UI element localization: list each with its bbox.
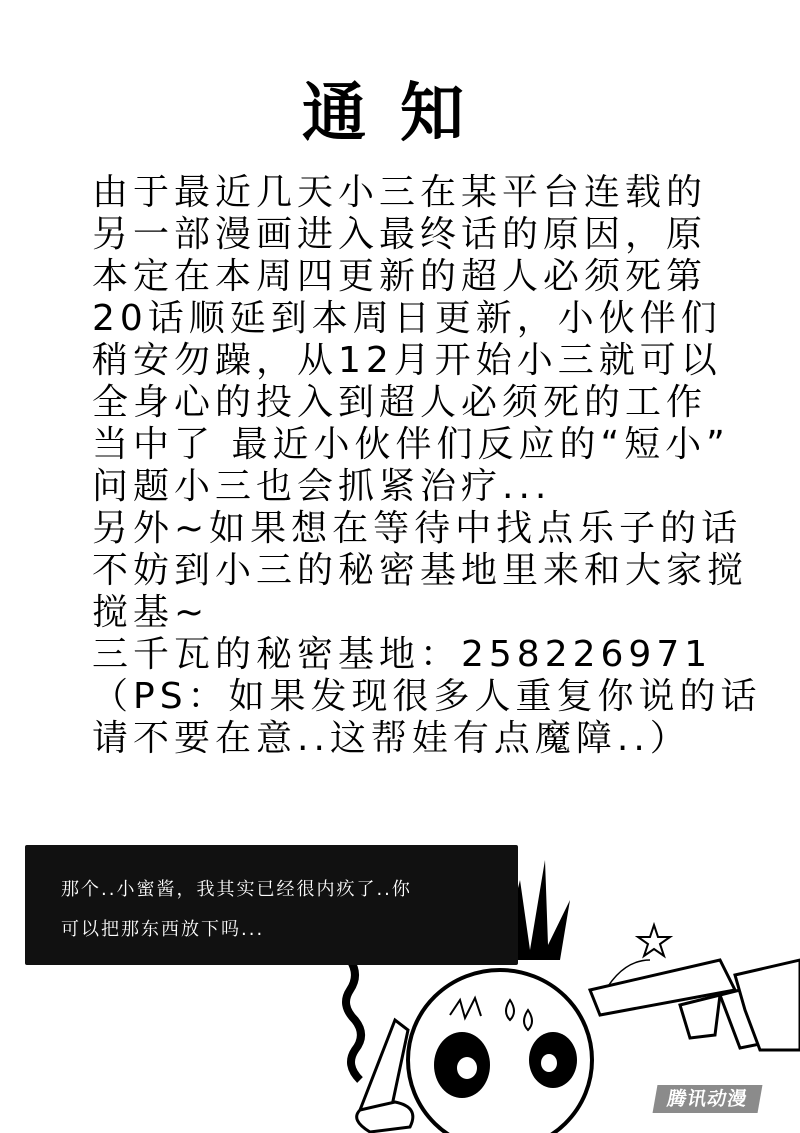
caption-line: 可以把那东西放下吗... <box>61 919 265 940</box>
sweat-squiggle <box>346 960 361 1080</box>
notice-line: 另一部漫画进入最终话的原因，原 <box>92 214 708 255</box>
notice-line: 不妨到小三的秘密基地里来和大家搅 <box>92 550 749 591</box>
notice-line: 全身心的投入到超人必须死的工作 <box>92 382 708 423</box>
notice-line: （PS：如果发现很多人重复你说的话 <box>92 676 762 717</box>
notice-line: 搅基~ <box>92 592 210 633</box>
star-icon <box>638 925 670 956</box>
notice-line: 请不要在意..这帮娃有点魔障..） <box>92 718 691 759</box>
notice-line: 稍安勿躁，从12月开始小三就可以 <box>92 340 722 381</box>
notice-line: 20话顺延到本周日更新，小伙伴们 <box>92 298 722 339</box>
caption-line: 那个..小蜜酱，我其实已经很内疚了..你 <box>61 879 412 900</box>
notice-line: 问题小三也会抓紧治疗... <box>92 466 552 507</box>
notice-line: 当中了 最近小伙伴们反应的“短小” <box>92 424 730 465</box>
sweat-drop <box>506 1000 514 1020</box>
notice-line: 三千瓦的秘密基地：258226971 <box>92 634 713 675</box>
page-title: 通知 <box>302 76 498 151</box>
caption-box <box>25 845 518 965</box>
watermark-logo: 腾讯动漫 <box>653 1085 763 1113</box>
notice-line: 另外~如果想在等待中找点乐子的话 <box>92 508 743 549</box>
notice-line: 本定在本周四更新的超人必须死第 <box>92 256 708 297</box>
raised-finger <box>360 1020 408 1115</box>
notice-line: 由于最近几天小三在某平台连载的 <box>92 172 708 213</box>
